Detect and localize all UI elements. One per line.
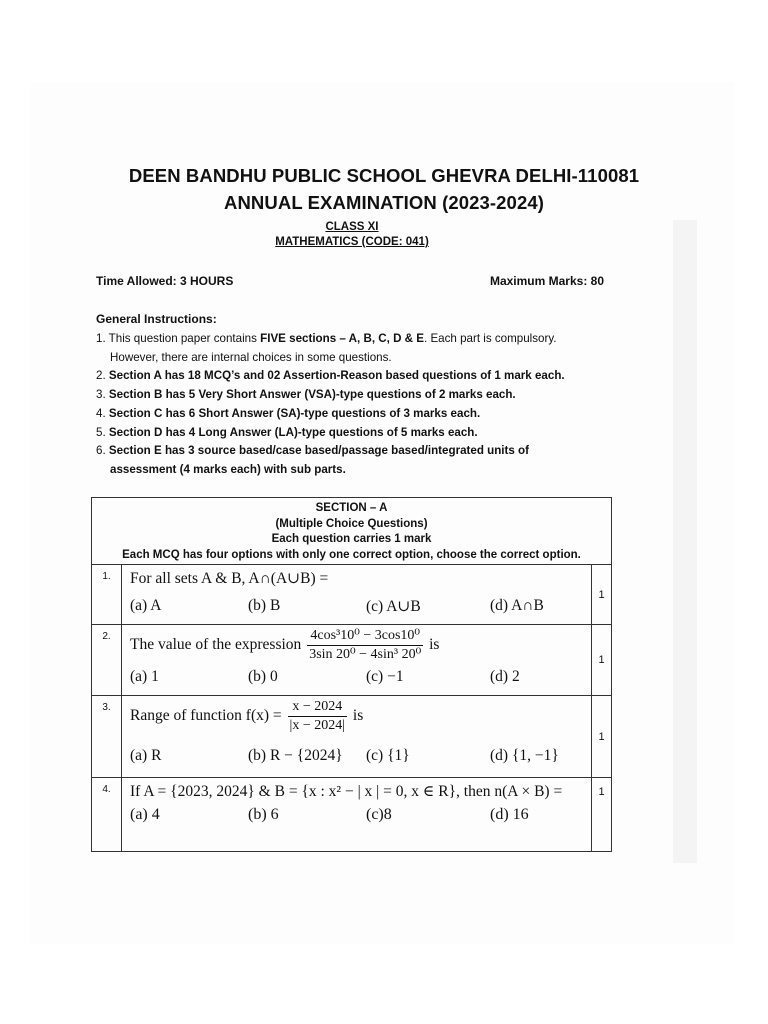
option-a: (a) 4 bbox=[130, 806, 160, 823]
instruction-3-number: 3. bbox=[96, 388, 109, 402]
fraction-denominator: |x − 2024| bbox=[289, 718, 346, 733]
instruction-1 bbox=[96, 330, 616, 349]
instruction-1-end: . Each part is compulsory. bbox=[424, 332, 557, 345]
instruction-1-text: 1. This question paper contains bbox=[96, 332, 261, 345]
question-row bbox=[92, 778, 612, 852]
question-marks: 1 bbox=[592, 696, 612, 778]
instruction-1-continued: However, there are internal choices in some questions. bbox=[110, 350, 392, 364]
question-row bbox=[92, 565, 612, 625]
question-options bbox=[130, 806, 587, 824]
option-d: (d) A∩B bbox=[490, 597, 544, 614]
section-instruction: Each MCQ has four options with only one correct option, choose the correct option. bbox=[122, 548, 581, 561]
question-number: 3. bbox=[92, 696, 122, 778]
fraction-numerator: x − 2024 bbox=[288, 698, 348, 717]
question-stem bbox=[130, 698, 587, 735]
question-options bbox=[130, 668, 587, 686]
option-c: (c)8 bbox=[366, 806, 392, 823]
option-c: (c) {1} bbox=[366, 747, 410, 764]
section-marks-note: Each question carries 1 mark bbox=[271, 533, 432, 545]
option-b: (b) 0 bbox=[248, 668, 278, 685]
question-stem: If A = {2023, 2024} & B = {x : x² − | x | = 0, x ∈ R}, then n(A × B) = bbox=[130, 783, 563, 800]
option-c: (c) −1 bbox=[366, 668, 404, 685]
expression-fraction bbox=[307, 627, 423, 664]
school-name: DEEN BANDHU PUBLIC SCHOOL GHEVRA DELHI-110081 bbox=[128, 165, 640, 186]
question-stem bbox=[130, 627, 587, 664]
instruction-5-number: 5. bbox=[96, 425, 109, 439]
question-body bbox=[122, 625, 592, 696]
question-body bbox=[122, 565, 592, 625]
question-marks: 1 bbox=[592, 778, 612, 852]
section-subtitle: (Multiple Choice Questions) bbox=[275, 517, 428, 530]
question-marks: 1 bbox=[592, 565, 612, 625]
instruction-6 bbox=[96, 442, 616, 461]
question-body bbox=[122, 696, 592, 778]
fraction-numerator: 4cos³10⁰ − 3cos10⁰ bbox=[307, 627, 423, 646]
instruction-4-text: Section C has 6 Short Answer (SA)-type questions of 3 marks each. bbox=[108, 406, 481, 420]
class-label: CLASS XI bbox=[325, 221, 379, 233]
option-d: (d) 16 bbox=[490, 806, 529, 823]
section-title: SECTION – A bbox=[315, 502, 388, 514]
instruction-2-number: 2. bbox=[96, 369, 109, 383]
option-a: (a) A bbox=[130, 597, 162, 614]
fraction-denominator: 3sin 20⁰ − 4sin³ 20⁰ bbox=[309, 647, 422, 662]
stem-suffix: is bbox=[352, 707, 364, 725]
question-body bbox=[122, 778, 592, 852]
option-b: (b) R − {2024} bbox=[248, 747, 343, 764]
question-number: 4. bbox=[92, 778, 122, 852]
stem-suffix: is bbox=[429, 636, 440, 654]
function-fraction bbox=[288, 698, 348, 735]
instruction-1-bold: FIVE sections – A, B, C, D & E bbox=[260, 332, 424, 345]
maximum-marks: Maximum Marks: 80 bbox=[489, 274, 604, 288]
time-marks-row bbox=[96, 274, 604, 288]
question-options bbox=[130, 747, 587, 765]
exam-title: ANNUAL EXAMINATION (2023-2024) bbox=[224, 192, 544, 213]
section-header-row bbox=[92, 498, 612, 565]
instructions-heading: General Instructions: bbox=[96, 312, 217, 326]
instruction-5 bbox=[96, 424, 616, 443]
instruction-2-text: Section A has 18 MCQ’s and 02 Assertion-Reason based questions of 1 mark each. bbox=[108, 369, 565, 383]
option-a: (a) 1 bbox=[130, 668, 159, 685]
option-b: (b) 6 bbox=[248, 806, 279, 823]
option-d: (d) {1, −1} bbox=[490, 747, 559, 764]
instruction-6-continued: assessment (4 marks each) with sub parts. bbox=[110, 462, 346, 476]
option-d: (d) 2 bbox=[490, 668, 520, 685]
instruction-6-text: Section E has 3 source based/case based/passage based/integrated units of bbox=[108, 444, 529, 458]
option-a: (a) R bbox=[130, 747, 162, 764]
question-row bbox=[92, 696, 612, 778]
question-row bbox=[92, 625, 612, 696]
section-header bbox=[92, 498, 612, 565]
instruction-3 bbox=[96, 386, 616, 405]
class-info bbox=[262, 220, 442, 250]
instruction-5-text: Section D has 4 Long Answer (LA)-type questions of 5 marks each. bbox=[108, 425, 478, 439]
subject-label: MATHEMATICS (CODE: 041) bbox=[275, 236, 429, 248]
question-marks: 1 bbox=[592, 625, 612, 696]
instruction-2 bbox=[96, 367, 616, 386]
option-b: (b) B bbox=[248, 597, 281, 614]
question-stem: For all sets A & B, A∩(A∪B) = bbox=[130, 570, 329, 587]
stem-text: Range of function f(x) = bbox=[130, 707, 282, 725]
instruction-4 bbox=[96, 405, 616, 424]
instruction-3-text: Section B has 5 Very Short Answer (VSA)-type questions of 2 marks each. bbox=[108, 388, 516, 402]
time-allowed: Time Allowed: 3 HOURS bbox=[96, 274, 234, 288]
instructions-list bbox=[96, 330, 616, 480]
question-number: 2. bbox=[92, 625, 122, 696]
scan-edge-strip bbox=[673, 220, 697, 863]
document-header bbox=[0, 162, 768, 216]
section-a-table bbox=[91, 497, 612, 852]
instruction-4-number: 4. bbox=[96, 406, 109, 420]
option-c: (c) A∪B bbox=[366, 598, 421, 615]
question-options bbox=[130, 597, 587, 616]
stem-text: The value of the expression bbox=[130, 636, 302, 654]
question-number: 1. bbox=[92, 565, 122, 625]
instruction-6-number: 6. bbox=[96, 444, 109, 458]
